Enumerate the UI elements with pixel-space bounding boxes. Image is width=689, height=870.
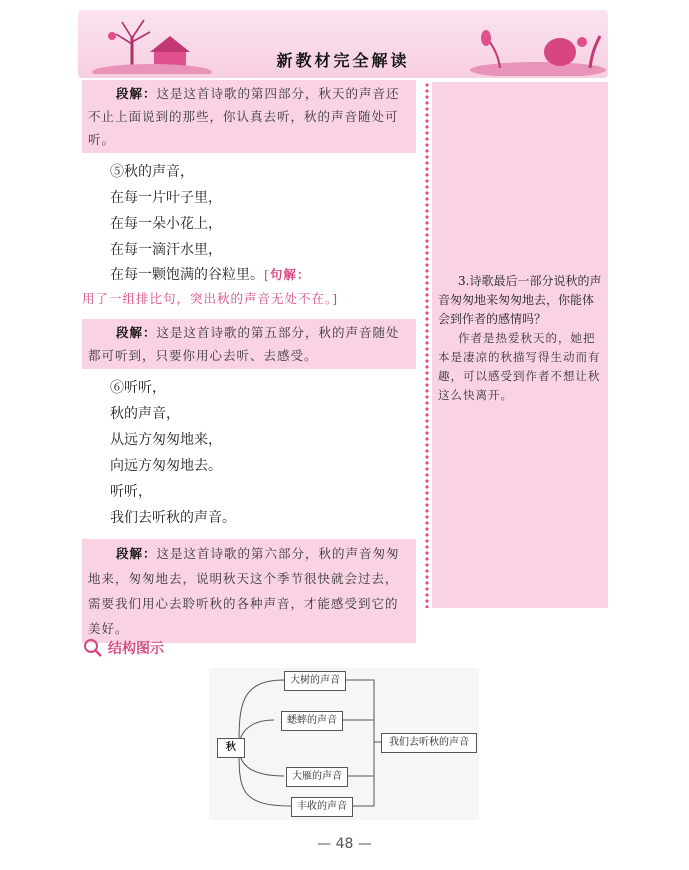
branch-node: 大树的声音 (284, 671, 346, 691)
note-text: 这是这首诗歌的第五部分，秋的声音随处都可听到，只要你用心去听、去感受。 (88, 325, 400, 363)
main-column (82, 80, 416, 643)
poem-line: 在每一颗饱满的谷粒里。 (110, 267, 264, 283)
sentence-note (264, 267, 310, 282)
note-lead: 段解： (116, 546, 157, 561)
paragraph-note-6 (82, 539, 416, 643)
bracket-open: [ (264, 267, 270, 282)
stanza-5 (82, 159, 416, 263)
side-question (438, 272, 604, 405)
branch-node: 蟋蟀的声音 (281, 711, 343, 731)
note-lead: 段解： (116, 86, 157, 101)
poem-line: 在每一朵小花上， (110, 216, 222, 232)
paragraph-note-4 (82, 80, 416, 153)
side-column (432, 82, 608, 608)
stanza-6 (82, 375, 416, 531)
note-lead: 段解： (116, 325, 157, 340)
poem-line: 在每一滴汗水里， (110, 242, 222, 258)
sentence-note-body: 用了一组排比句，突出秋的声音无处不在。 (82, 291, 333, 306)
answer-text: 作者是热爱秋天的，她把本是凄凉的秋描写得生动而有趣，可以感受到作者不想让秋这么快离开。 (438, 331, 601, 402)
page-number-value: 48 (335, 836, 354, 852)
poem-line: 秋的声音， (110, 406, 180, 422)
page-header (78, 10, 608, 78)
sentence-note-label: 句解： (269, 267, 311, 282)
center-node: 秋 (217, 738, 245, 758)
stanza-5-last (82, 263, 416, 287)
poem-line: ⑤秋的声音， (110, 164, 194, 180)
poem-line: ⑥听听， (110, 380, 166, 396)
magnifier-icon (82, 638, 104, 658)
result-node: 我们去听秋的声音 (381, 733, 477, 753)
poem-line: 听听， (110, 484, 152, 500)
structure-diagram (209, 668, 479, 820)
dotted-divider (424, 82, 430, 608)
bracket-close: ] (332, 291, 339, 306)
sentence-note-text (82, 287, 416, 311)
poem-line: 向远方匆匆地去。 (110, 458, 222, 474)
note-text: 这是这首诗歌的第六部分，秋的声音匆匆地来，匆匆地去，说明秋天这个季节很快就会过去，需要我们用心去聆听秋的各种声音，才能感受到它的美好。 (88, 546, 400, 636)
section-title-text: 结构图示 (108, 641, 164, 657)
note-text: 这是这首诗歌的第四部分，秋天的声音还不止上面说到的那些，你认真去听，秋的声音随处可听。 (88, 86, 400, 147)
branch-node: 大雁的声音 (286, 767, 348, 787)
poem-line: 从远方匆匆地来， (110, 432, 222, 448)
poem-line: 在每一片叶子里， (110, 190, 222, 206)
branch-node: 丰收的声音 (291, 797, 353, 817)
page-number: — 48 — (317, 836, 372, 852)
paragraph-note-5 (82, 319, 416, 369)
section-title (82, 638, 164, 658)
question-text: 3.诗歌最后一部分说秋的声音匆匆地来匆匆地去，你能体会到作者的感情吗？ (438, 274, 602, 326)
poem-line: 我们去听秋的声音。 (110, 510, 236, 526)
header-title: 新教材完全解读 (276, 51, 410, 70)
